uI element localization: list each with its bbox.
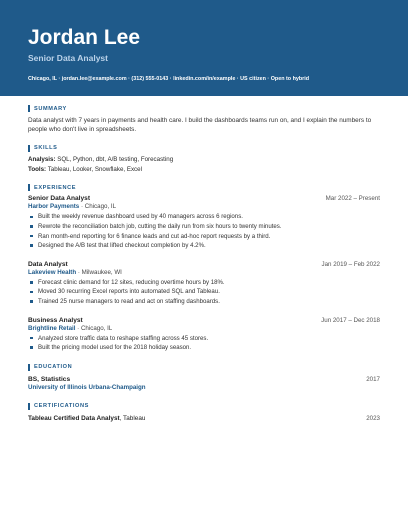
company-location: · Milwaukee, WI [76, 268, 122, 276]
education-school: University of Illinois Urbana-Champaign [28, 383, 146, 391]
skill-value: Tableau, Looker, Snowflake, Excel [46, 165, 142, 173]
company-name: Harbor Payments [28, 203, 80, 211]
education-year: 2017 [366, 375, 380, 383]
certification-issuer: , Tableau [119, 414, 146, 422]
job-dates: Mar 2022 – Present [325, 195, 380, 203]
job-entry [28, 317, 380, 353]
section-marker [28, 184, 30, 191]
section-heading-label: CERTIFICATIONS [34, 403, 89, 410]
skill-label: Tools: [28, 165, 47, 173]
resume-header [0, 0, 408, 96]
education-degree: BS, Statistics [28, 375, 71, 383]
section-heading-summary [28, 104, 380, 113]
section-marker [28, 403, 30, 410]
certification-year: 2023 [366, 414, 380, 422]
list-item: Moved 30 recurring Excel reports into automated SQL and Tableau. [28, 287, 380, 297]
job-company [28, 202, 380, 211]
list-item: Designed the A/B test that lifted checkout completion by 4.2%. [28, 241, 380, 251]
skill-row-tools [28, 165, 380, 175]
skill-label: Analysis: [28, 155, 56, 163]
list-item: Ran month-end reporting for 6 finance leads and cut ad-hoc report requests by a third. [28, 232, 380, 242]
job-title: Business Analyst [28, 316, 83, 324]
list-item: Trained 25 nurse managers to read and act on staffing dashboards. [28, 297, 380, 307]
list-item: Built the weekly revenue dashboard used by 40 managers across 6 regions. [28, 212, 380, 222]
job-bullets [28, 278, 380, 307]
skill-row-analysis [28, 155, 380, 165]
candidate-title: Senior Data Analyst [28, 53, 108, 63]
job-entry [28, 195, 380, 250]
section-heading-education [28, 363, 380, 372]
skill-value: SQL, Python, dbt, A/B testing, Forecasting [55, 155, 174, 163]
section-heading-label: SKILLS [34, 145, 58, 152]
company-name: Brightline Retail [28, 324, 76, 332]
job-company [28, 324, 380, 333]
job-dates: Jun 2017 – Dec 2018 [321, 316, 380, 324]
section-marker [28, 105, 30, 112]
summary-text: Data analyst with 7 years in payments and health care. I build the dashboards teams run on, and I explain the numbers to people who don't live in spreadsheets. [28, 117, 372, 134]
job-bullets [28, 334, 380, 353]
section-heading-experience [28, 183, 380, 192]
company-location: · Chicago, IL [79, 203, 117, 211]
company-name: Lakeview Health [28, 268, 77, 276]
company-location: · Chicago, IL [75, 324, 113, 332]
list-item: Forecast clinic demand for 12 sites, reducing overtime hours by 18%. [28, 278, 380, 288]
section-heading-label: EXPERIENCE [34, 184, 77, 191]
list-item: Built the pricing model used for the 2018 holiday season. [28, 343, 380, 353]
job-title: Data Analyst [28, 260, 68, 268]
job-company [28, 268, 380, 277]
list-item: Rewrote the reconciliation batch job, cutting the daily run from six hours to twenty minutes. [28, 222, 380, 232]
job-title: Senior Data Analyst [28, 195, 91, 203]
section-heading-certifications [28, 402, 380, 411]
section-heading-label: SUMMARY [34, 105, 67, 112]
section-heading-skills [28, 144, 380, 153]
job-bullets [28, 212, 380, 250]
section-heading-label: EDUCATION [34, 364, 73, 371]
job-dates: Jan 2019 – Feb 2022 [321, 260, 380, 268]
contact-line: Chicago, IL · jordan.lee@example.com · (312) 555-0143 · linkedin.com/in/example · US citizen · Open to hybrid [28, 76, 310, 82]
section-marker [28, 145, 30, 152]
resume-body [28, 104, 380, 422]
job-entry [28, 261, 380, 307]
candidate-name: Jordan Lee [28, 26, 141, 49]
certification-name: Tableau Certified Data Analyst [28, 414, 120, 422]
section-marker [28, 364, 30, 371]
certification-entry [28, 415, 145, 422]
list-item: Analyzed store traffic data to reshape staffing across 45 stores. [28, 334, 380, 344]
